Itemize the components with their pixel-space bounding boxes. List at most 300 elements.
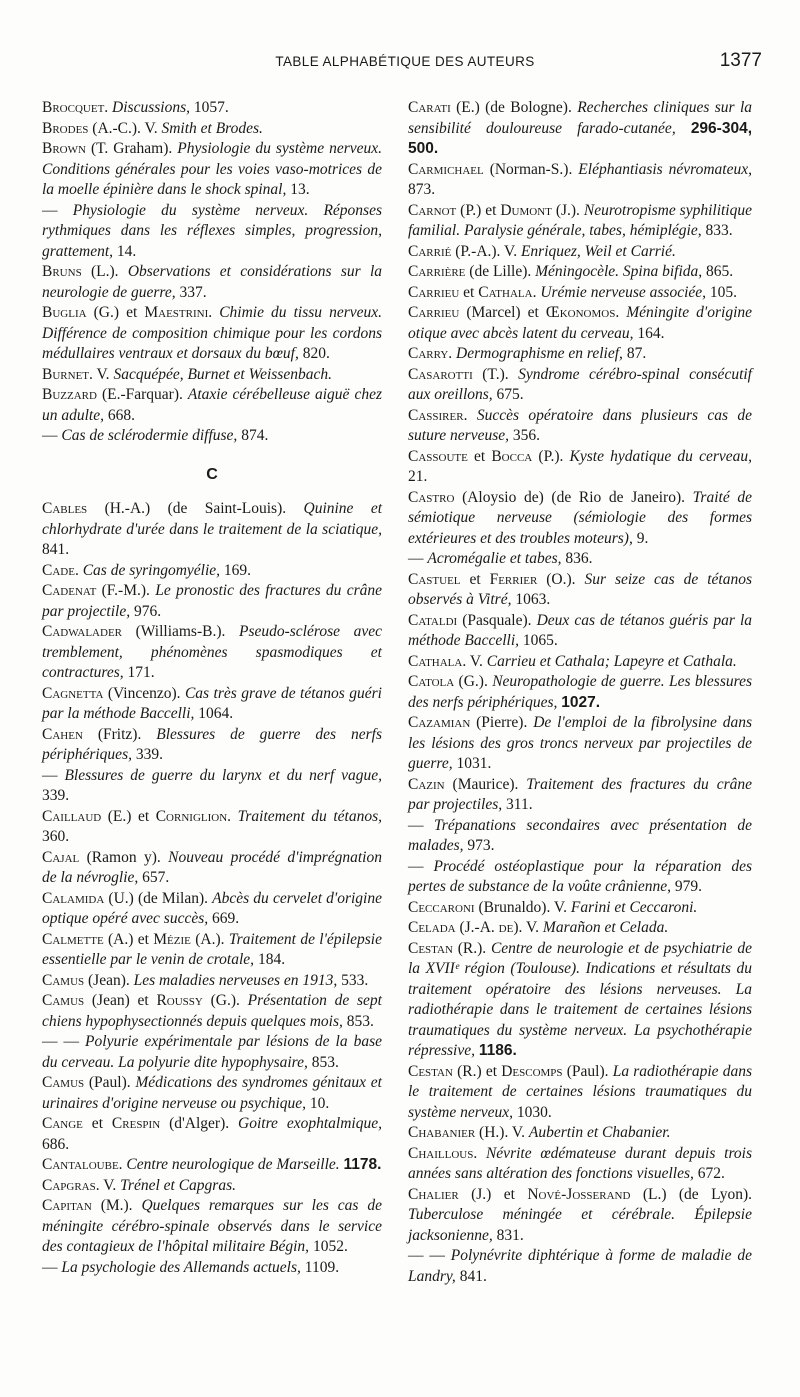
author-name: Buglia bbox=[42, 304, 87, 321]
index-entry bbox=[42, 201, 382, 263]
entry-text: 873. bbox=[408, 181, 436, 198]
work-title: Névrite œdémateuse durant depuis trois années sans altération des fonctions visuelles, bbox=[408, 1144, 752, 1182]
entry-text: et bbox=[459, 283, 479, 301]
author-name: Roussy bbox=[156, 992, 203, 1009]
author-name: Carrière bbox=[408, 263, 466, 280]
entry-text: (Jean). bbox=[84, 971, 134, 989]
entry-text: (A.). bbox=[190, 930, 229, 948]
index-entry bbox=[42, 991, 382, 1032]
entry-text: 105. bbox=[706, 283, 738, 301]
author-name: Cange bbox=[42, 1115, 83, 1132]
entry-text: (Brunaldo). V. bbox=[474, 898, 571, 916]
entry-text: (Aloysio de) (de Rio de Janeiro). bbox=[454, 488, 693, 506]
entry-text: (O.). bbox=[537, 570, 585, 588]
index-entry bbox=[408, 98, 752, 160]
work-title: Présentation de sept chiens hypophysectionnés depuis quelques mois, bbox=[42, 992, 382, 1030]
work-title: Chimie du tissu nerveux. Différence de composition chimique pour les cordons médullaires ventraux et dorsaux du bœuf, bbox=[42, 304, 383, 362]
index-entry bbox=[42, 365, 382, 386]
work-title: Traitement des fractures du crâne par projectiles, bbox=[408, 775, 752, 813]
entry-text: (Ramon y). bbox=[79, 848, 169, 866]
entry-text: 853. bbox=[307, 1053, 339, 1071]
entry-text: 1109. bbox=[300, 1258, 340, 1276]
work-title: Physiologie du système nerveux. Réponses rythmiques dans les réflexes simples, progression, grattement, bbox=[42, 201, 382, 260]
author-name: Cagnetta bbox=[42, 684, 104, 702]
work-title: Blessures de guerre des nerfs périphériques, bbox=[42, 725, 382, 763]
author-name: Brown bbox=[42, 140, 86, 157]
author-name: Descomps bbox=[501, 1062, 563, 1080]
entry-text: et bbox=[460, 570, 490, 588]
entry-text: 1065. bbox=[519, 632, 558, 649]
entry-text: (Norman-S.). bbox=[483, 160, 579, 178]
entry-text: (M.). bbox=[91, 1197, 142, 1214]
entry-text: (H.-A.) (de Saint-Louis). bbox=[87, 500, 304, 517]
index-entry bbox=[408, 488, 752, 550]
index-entry bbox=[42, 971, 382, 992]
author-name: Cassirer bbox=[408, 406, 464, 424]
author-name: Cataldi bbox=[408, 611, 458, 629]
work-title: Trénel et Capgras. bbox=[120, 1176, 236, 1194]
entry-text: 657. bbox=[138, 869, 170, 886]
index-entry bbox=[408, 672, 752, 713]
index-entry bbox=[408, 918, 752, 939]
work-title: Tuberculose méningée et cérébrale. Épilepsie jacksonienne, bbox=[408, 1206, 752, 1244]
work-title: Blessures de guerre du larynx et du nerf vague, bbox=[64, 766, 382, 784]
entry-text: (Jean) et bbox=[84, 992, 157, 1009]
work-title: Discussions, bbox=[112, 99, 190, 116]
entry-text: 164. bbox=[633, 324, 665, 342]
entry-text: 976. bbox=[130, 602, 162, 620]
entry-text: 853. bbox=[342, 1012, 374, 1030]
entry-text: — bbox=[408, 550, 428, 567]
author-name: Carnot bbox=[408, 201, 457, 219]
index-entry bbox=[42, 807, 382, 848]
work-title: Méningocèle. Spina bifida, bbox=[535, 263, 703, 280]
index-entry bbox=[42, 98, 382, 119]
work-title: Le pronostic des fractures du crâne par projectile, bbox=[42, 582, 382, 620]
entry-text: ). V. bbox=[513, 919, 543, 936]
index-entry bbox=[408, 242, 752, 263]
work-title: Neuropathologie de guerre. Les blessures des nerfs périphériques, bbox=[408, 673, 752, 711]
entry-text: . bbox=[74, 561, 83, 579]
work-title: Traitement de l'épilepsie essentielle par le venin de crotale, bbox=[42, 930, 382, 968]
index-entry bbox=[408, 303, 752, 344]
author-name: Chalier bbox=[408, 1185, 459, 1203]
work-title: Centre de neurologie et de psychiatrie de la XVIIᵉ région (Toulouse). Indications et résultats du traitement opératoire des lésions nerveuses. La radiothérapie dans le traitement de certaines lésions traumatiques du système nerveux. La psychothérapie répressive, bbox=[408, 939, 752, 1059]
entry-text: . bbox=[473, 1144, 486, 1162]
work-title: Goitre exophtalmique, bbox=[238, 1115, 382, 1132]
entry-text: (A.) et bbox=[103, 930, 154, 948]
entry-text: 836. bbox=[561, 550, 593, 567]
author-name: Camus bbox=[42, 1074, 85, 1091]
entry-text: (Pasquale). bbox=[457, 611, 537, 629]
work-title: Eléphantiasis névromateux, bbox=[578, 160, 752, 178]
work-title: Kyste hydatique du cerveau, bbox=[569, 447, 752, 465]
entry-text: (G.). bbox=[202, 992, 248, 1009]
index-entry bbox=[408, 1185, 752, 1247]
index-entry bbox=[408, 201, 752, 242]
entry-text: 1064. bbox=[194, 705, 234, 722]
entry-text: — bbox=[42, 201, 73, 219]
entry-text: 669. bbox=[208, 910, 240, 927]
author-name: Calamida bbox=[42, 889, 105, 907]
author-name: Catola bbox=[408, 673, 455, 690]
index-entry bbox=[408, 406, 752, 447]
index-entry bbox=[408, 775, 752, 816]
index-entry bbox=[408, 857, 752, 898]
index-entry bbox=[42, 262, 382, 303]
entry-text: 820. bbox=[298, 345, 330, 362]
author-name: Cassoute bbox=[408, 447, 468, 465]
entry-text: 979. bbox=[671, 878, 702, 895]
entry-text: (d'Alger). bbox=[160, 1115, 239, 1132]
author-name: Cajal bbox=[42, 848, 80, 866]
index-entry bbox=[408, 1144, 752, 1185]
work-title: Acromégalie et tabes, bbox=[427, 550, 562, 567]
work-title: Sacquépée, Burnet et Weissenbach. bbox=[113, 365, 332, 383]
index-entry bbox=[42, 561, 382, 582]
index-entry bbox=[42, 385, 382, 426]
index-entry bbox=[42, 581, 382, 622]
work-title: Succès opératoire dans plusieurs cas de suture nerveuse, bbox=[408, 406, 753, 444]
work-title: Syndrome cérébro-spinal consécutif aux oreillons, bbox=[408, 365, 752, 403]
entry-text: (A.-C.). V. bbox=[88, 119, 162, 137]
entry-text: 339. bbox=[131, 746, 163, 763]
entry-text: (de Lille). bbox=[465, 263, 536, 280]
running-title: TABLE ALPHABÉTIQUE DES AUTEURS bbox=[275, 54, 535, 69]
entry-text: 672. bbox=[693, 1165, 725, 1182]
index-entry bbox=[42, 848, 382, 889]
author-name: Casarotti bbox=[408, 365, 473, 383]
index-entry bbox=[408, 898, 752, 919]
author-name: Buzzard bbox=[42, 386, 97, 403]
entry-text: 686. bbox=[42, 1135, 70, 1153]
author-name: Camus bbox=[42, 992, 85, 1009]
author-name: Chaillous bbox=[408, 1144, 474, 1162]
index-entry bbox=[408, 447, 752, 488]
work-title: Polynévrite diphtérique à forme de maladie de Landry, bbox=[408, 1247, 752, 1285]
work-title: Méningite d'origine otique avec abcès latent du cerveau, bbox=[408, 304, 753, 342]
author-name: Capgras bbox=[42, 1176, 96, 1194]
bold-page-ref: 296-304, 500. bbox=[408, 119, 753, 157]
entry-text: . bbox=[615, 304, 627, 321]
work-title: Carrieu et Cathala; Lapeyre et Cathala. bbox=[486, 652, 737, 670]
author-name: Carmichael bbox=[408, 160, 484, 178]
entry-text: 169. bbox=[220, 561, 252, 579]
entry-text: (Marcel) et bbox=[459, 304, 546, 321]
entry-text: 831. bbox=[492, 1226, 524, 1244]
author-name: Carrieu bbox=[408, 283, 460, 301]
entry-text: 87. bbox=[622, 345, 647, 362]
entry-text: (Vincenzo). bbox=[103, 684, 185, 702]
index-entry bbox=[408, 344, 752, 365]
entry-text: 1030. bbox=[513, 1103, 552, 1121]
author-name: Camus bbox=[42, 971, 85, 989]
index-entry bbox=[42, 1073, 382, 1114]
author-name: Nové-Josserand bbox=[527, 1185, 631, 1203]
author-name: Carrieu bbox=[408, 304, 460, 321]
bold-page-ref: 1186. bbox=[478, 1042, 517, 1059]
entry-text: (P.) et bbox=[456, 201, 501, 219]
work-title: Urémie nerveuse associée, bbox=[540, 283, 707, 301]
entry-text: (G.) et bbox=[86, 304, 145, 321]
work-title: La radiothérapie dans le traitement de certaines lésions traumatiques du système nerveux, bbox=[408, 1062, 752, 1121]
work-title: Aubertin et Chabanier. bbox=[528, 1124, 671, 1141]
entry-text: . bbox=[463, 406, 477, 424]
entry-text: 14. bbox=[113, 242, 137, 260]
entry-text: (Paul). bbox=[562, 1062, 613, 1080]
index-entry bbox=[408, 549, 752, 570]
entries-b bbox=[42, 98, 382, 447]
work-title: Smith et Brodes. bbox=[161, 119, 263, 137]
work-title: Procédé ostéoplastique pour la réparation des pertes de substance de la voûte crânienne, bbox=[408, 857, 753, 895]
entry-text: (J.). bbox=[551, 201, 584, 219]
entry-text: (E.-Farquar). bbox=[96, 386, 188, 403]
entry-text bbox=[676, 120, 691, 137]
work-title: Abcès du cervelet d'origine optique opéré avec succès, bbox=[42, 889, 382, 927]
entry-text: 21. bbox=[408, 468, 428, 485]
index-entry bbox=[408, 816, 752, 857]
author-name: Cathala bbox=[408, 652, 463, 670]
entry-text: — — bbox=[42, 1033, 86, 1050]
index-entry bbox=[42, 1155, 382, 1176]
entry-text: 973. bbox=[463, 837, 495, 854]
index-entry bbox=[42, 1258, 382, 1279]
author-name: Crespin bbox=[111, 1115, 161, 1132]
entry-text: 865. bbox=[702, 263, 734, 280]
author-name: Dumont bbox=[500, 201, 552, 219]
author-name: Chabanier bbox=[408, 1124, 476, 1141]
index-entry bbox=[408, 570, 752, 611]
author-name: de bbox=[498, 919, 514, 936]
entry-text: . bbox=[208, 304, 220, 321]
entry-text: (P.). bbox=[532, 447, 570, 465]
author-name: Carry bbox=[408, 345, 449, 362]
entry-text: (T.). bbox=[472, 365, 519, 383]
entry-text: 675. bbox=[492, 386, 524, 403]
work-title: Nouveau procédé d'imprégnation de la névroglie, bbox=[42, 848, 382, 886]
entry-text: (L.) (de Lyon). bbox=[630, 1185, 753, 1203]
index-entry bbox=[408, 262, 752, 283]
entry-text: (E.) et bbox=[101, 807, 156, 825]
entry-text: (Maurice). bbox=[444, 775, 527, 793]
author-name: Bocca bbox=[491, 447, 533, 465]
entry-text: 339. bbox=[42, 787, 70, 804]
entry-text: 184. bbox=[254, 951, 286, 968]
author-name: Cade bbox=[42, 561, 75, 579]
author-name: Celada bbox=[408, 919, 456, 936]
work-title: Marañon et Celada. bbox=[542, 919, 669, 936]
page-header bbox=[48, 50, 762, 76]
entry-text: 311. bbox=[502, 796, 533, 813]
index-entry bbox=[408, 652, 752, 673]
index-entry bbox=[42, 426, 382, 447]
index-entry bbox=[408, 283, 752, 304]
entry-text: . bbox=[532, 283, 541, 301]
work-title: Deux cas de tétanos guéris par la méthode Baccelli, bbox=[408, 611, 753, 649]
index-entry bbox=[42, 622, 382, 684]
author-name: Œkonomos bbox=[545, 304, 616, 321]
entry-text: (Williams-B.). bbox=[122, 623, 239, 640]
index-entry bbox=[42, 766, 382, 807]
entry-text: — bbox=[42, 427, 62, 444]
entry-text: . bbox=[227, 807, 238, 825]
author-name: Brodes bbox=[42, 119, 89, 137]
work-title: Cas très grave de tétanos guéri par la méthode Baccelli, bbox=[42, 684, 382, 722]
author-name: Cazamian bbox=[408, 714, 471, 731]
index-entry bbox=[42, 303, 382, 365]
entry-text: (F.-M.). bbox=[96, 582, 156, 599]
entry-text: 833. bbox=[701, 222, 733, 239]
work-title: La psychologie des Allemands actuels, bbox=[61, 1258, 301, 1276]
entry-text: (J.) et bbox=[458, 1185, 528, 1203]
author-name: Cazin bbox=[408, 775, 445, 793]
index-entry bbox=[42, 684, 382, 725]
entry-text: . bbox=[448, 345, 457, 362]
author-name: Ferrier bbox=[489, 570, 538, 588]
entry-text: 337. bbox=[175, 283, 207, 301]
index-entry bbox=[42, 1032, 382, 1073]
entry-text: 13. bbox=[286, 181, 310, 198]
work-title: Recherches cliniques sur la sensibilité douloureuse farado-cutanée, bbox=[408, 99, 752, 137]
entry-text: (T. Graham). bbox=[85, 140, 178, 157]
author-name: Capitan bbox=[42, 1197, 92, 1214]
work-title: Polyurie expérimentale par lésions de la base du cerveau. La polyurie dite hypophysaire, bbox=[42, 1033, 383, 1071]
work-title: De l'emploi de la fibrolysine dans les lésions des gros troncs nerveux par projectiles de guerre, bbox=[408, 714, 752, 772]
index-entry bbox=[42, 119, 382, 140]
index-entry bbox=[408, 365, 752, 406]
entry-text: (Fritz). bbox=[82, 725, 157, 743]
entry-text: 533. bbox=[337, 971, 369, 989]
index-entry bbox=[408, 1062, 752, 1124]
index-entry bbox=[408, 611, 752, 652]
entry-text: — bbox=[408, 816, 435, 834]
author-name: Carati bbox=[408, 99, 451, 116]
index-entry bbox=[42, 139, 382, 201]
work-title: Enriquez, Weil et Carrié. bbox=[520, 242, 676, 260]
entry-text: — — bbox=[408, 1247, 451, 1264]
entry-text: 874. bbox=[237, 427, 269, 444]
work-title: Centre neurologique de Marseille. bbox=[126, 1156, 340, 1173]
entry-text: 9. bbox=[632, 529, 649, 547]
entry-text: (Paul). bbox=[84, 1074, 136, 1091]
entry-text: . V. bbox=[89, 365, 114, 383]
author-name: Burnet bbox=[42, 365, 90, 383]
entry-text: (Pierre). bbox=[470, 714, 534, 731]
entry-text: 171. bbox=[123, 664, 155, 681]
work-title: Observations et considérations sur la neurologie de guerre, bbox=[42, 263, 382, 301]
entry-text: . bbox=[118, 1156, 127, 1173]
entry-text: — bbox=[408, 857, 434, 875]
work-title: Traitement du tétanos, bbox=[237, 807, 383, 825]
author-name: Castuel bbox=[408, 570, 461, 588]
work-title: Trépanations secondaires avec présentation de malades, bbox=[408, 816, 752, 854]
entry-text: — bbox=[42, 1258, 62, 1276]
index-entry bbox=[42, 1176, 382, 1197]
work-title: Farini et Ceccaroni. bbox=[570, 898, 698, 916]
entry-text: 841. bbox=[42, 541, 70, 558]
work-title: Cas de sclérodermie diffuse, bbox=[61, 427, 238, 444]
entry-text: (E.) (de Bologne). bbox=[450, 99, 578, 116]
author-name: Caillaud bbox=[42, 807, 102, 825]
entry-text: — bbox=[42, 766, 65, 784]
index-entry bbox=[42, 1114, 382, 1155]
author-name: Calmette bbox=[42, 930, 104, 948]
author-name: Cestan bbox=[408, 939, 453, 957]
entry-text: (L.). bbox=[81, 263, 128, 280]
work-title: Traité de sémiotique nerveuse (sémiologie des formes extérieures et des troubles moteurs), bbox=[408, 488, 752, 547]
author-name: Cables bbox=[42, 500, 88, 517]
entry-text: 360. bbox=[42, 828, 70, 845]
entry-text: 668. bbox=[104, 406, 135, 424]
entry-text: 841. bbox=[455, 1267, 487, 1285]
work-title: Ataxie cérébelleuse aiguë chez un adulte, bbox=[42, 386, 382, 424]
index-entry bbox=[408, 1246, 752, 1287]
author-name: Cantaloube bbox=[42, 1156, 119, 1173]
entry-text: (R.). bbox=[452, 939, 491, 957]
work-title: Les maladies nerveuses en 1913, bbox=[133, 971, 338, 989]
entry-text: (P.-A.). V. bbox=[451, 242, 521, 260]
bold-page-ref: 1178. bbox=[343, 1156, 382, 1173]
entry-text: (H.). V. bbox=[475, 1124, 529, 1141]
entry-text: . V. bbox=[95, 1176, 121, 1194]
entry-text: 356. bbox=[509, 427, 541, 444]
left-column bbox=[42, 98, 382, 1278]
entry-text: 1057. bbox=[190, 99, 229, 116]
entry-text: 1063. bbox=[511, 591, 551, 608]
author-name: Bruns bbox=[42, 263, 82, 280]
index-entry bbox=[42, 889, 382, 930]
author-name: Corniglion bbox=[155, 807, 228, 825]
work-title: Médications des syndromes génitaux et urinaires d'origine nerveuse ou psychique, bbox=[42, 1074, 382, 1112]
entries-c-left bbox=[42, 499, 382, 1278]
work-title: Quinine et chlorhydrate d'urée dans le traitement de la sciatique, bbox=[42, 500, 383, 538]
work-title: Sur seize cas de tétanos observés à Vitré, bbox=[408, 570, 752, 608]
work-title: Neurotropisme syphilitique familial. Paralysie générale, tabes, hémiplégie, bbox=[408, 201, 752, 239]
work-title: Dermographisme en relief, bbox=[456, 345, 623, 362]
entry-text: (R.) et bbox=[452, 1062, 502, 1080]
section-letter-c: C bbox=[206, 465, 218, 483]
author-name: Cahen bbox=[42, 725, 83, 743]
author-name: Maestrini bbox=[144, 304, 209, 321]
index-entry bbox=[42, 499, 382, 561]
author-name: Castro bbox=[408, 488, 455, 506]
entry-text: 1052. bbox=[309, 1238, 348, 1255]
index-entry bbox=[42, 1196, 382, 1258]
author-name: Cathala bbox=[478, 283, 533, 301]
author-name: Cestan bbox=[408, 1062, 453, 1080]
index-entry bbox=[408, 939, 752, 1062]
entries-c-right bbox=[408, 98, 752, 1287]
author-name: Cadenat bbox=[42, 582, 97, 599]
work-title: Physiologie du système nerveux. Conditions générales pour les voies vaso-motrices de la moelle épinière dans le shock spinal, bbox=[42, 140, 383, 198]
index-entry bbox=[42, 930, 382, 971]
index-entry bbox=[408, 160, 752, 201]
entry-text: (U.) (de Milan). bbox=[104, 889, 213, 907]
index-entry bbox=[408, 1123, 752, 1144]
entry-text: . V. bbox=[462, 652, 487, 670]
entry-text: 10. bbox=[306, 1094, 330, 1112]
entry-text: (J.-A. bbox=[455, 919, 499, 936]
entry-text: et bbox=[467, 447, 492, 465]
author-name: Ceccaroni bbox=[408, 898, 475, 916]
entry-text: et bbox=[82, 1115, 112, 1132]
index-entry bbox=[408, 713, 752, 775]
author-name: Mézie bbox=[153, 930, 191, 948]
author-name: Brocquet. bbox=[42, 99, 109, 116]
author-name: Cadwalader bbox=[42, 623, 122, 640]
right-column bbox=[408, 98, 752, 1287]
work-title: Pseudo-sclérose avec tremblement, phénomènes spasmodiques et contractures, bbox=[42, 623, 382, 681]
